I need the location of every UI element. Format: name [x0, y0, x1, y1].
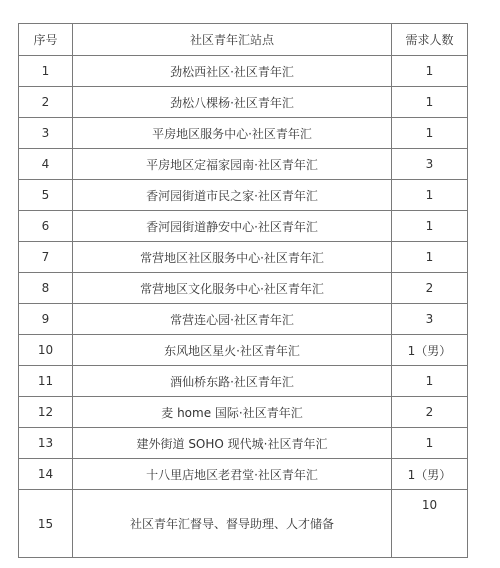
cell-station: 平房地区服务中心·社区青年汇 — [73, 118, 392, 149]
cell-station: 常营连心园·社区青年汇 — [73, 304, 392, 335]
cell-station: 劲松西社区·社区青年汇 — [73, 56, 392, 87]
table-row — [19, 366, 468, 397]
table-header-row — [19, 24, 468, 56]
cell-demand: 1 — [392, 56, 468, 87]
table-row — [19, 149, 468, 180]
cell-index: 7 — [19, 242, 73, 273]
cell-station: 社区青年汇督导、督导助理、人才储备 — [73, 490, 392, 558]
cell-index: 10 — [19, 335, 73, 366]
cell-station: 麦 home 国际·社区青年汇 — [73, 397, 392, 428]
cell-demand: 1 — [392, 87, 468, 118]
cell-index: 13 — [19, 428, 73, 459]
cell-station: 常营地区社区服务中心·社区青年汇 — [73, 242, 392, 273]
table-row — [19, 490, 468, 558]
cell-index: 9 — [19, 304, 73, 335]
table-row — [19, 180, 468, 211]
cell-demand: 3 — [392, 304, 468, 335]
header-demand: 需求人数 — [392, 24, 468, 56]
cell-station: 劲松八棵杨·社区青年汇 — [73, 87, 392, 118]
cell-demand: 1（男） — [392, 459, 468, 490]
cell-station: 常营地区文化服务中心·社区青年汇 — [73, 273, 392, 304]
cell-demand: 1 — [392, 211, 468, 242]
cell-index: 1 — [19, 56, 73, 87]
table-row — [19, 304, 468, 335]
cell-index: 5 — [19, 180, 73, 211]
cell-station: 平房地区定福家园南·社区青年汇 — [73, 149, 392, 180]
table-row — [19, 273, 468, 304]
table-row — [19, 335, 468, 366]
table-row — [19, 56, 468, 87]
cell-demand: 3 — [392, 149, 468, 180]
table-row — [19, 428, 468, 459]
cell-station: 香河园街道静安中心·社区青年汇 — [73, 211, 392, 242]
table-row — [19, 397, 468, 428]
recruitment-table — [18, 23, 468, 558]
table-row — [19, 242, 468, 273]
cell-demand: 1 — [392, 118, 468, 149]
table-row — [19, 87, 468, 118]
cell-station: 香河园街道市民之家·社区青年汇 — [73, 180, 392, 211]
cell-demand: 1 — [392, 366, 468, 397]
cell-demand: 1 — [392, 428, 468, 459]
cell-index: 15 — [19, 490, 73, 558]
table-row — [19, 118, 468, 149]
header-station: 社区青年汇站点 — [73, 24, 392, 56]
cell-demand: 2 — [392, 397, 468, 428]
cell-index: 11 — [19, 366, 73, 397]
header-index: 序号 — [19, 24, 73, 56]
cell-index: 14 — [19, 459, 73, 490]
cell-index: 3 — [19, 118, 73, 149]
cell-station: 十八里店地区老君堂·社区青年汇 — [73, 459, 392, 490]
cell-index: 12 — [19, 397, 73, 428]
cell-index: 8 — [19, 273, 73, 304]
cell-demand: 10 — [392, 490, 468, 558]
cell-index: 6 — [19, 211, 73, 242]
cell-demand: 1 — [392, 180, 468, 211]
cell-index: 2 — [19, 87, 73, 118]
cell-station: 东风地区星火·社区青年汇 — [73, 335, 392, 366]
cell-demand: 2 — [392, 273, 468, 304]
cell-demand: 1 — [392, 242, 468, 273]
cell-station: 建外街道 SOHO 现代城·社区青年汇 — [73, 428, 392, 459]
cell-demand: 1（男） — [392, 335, 468, 366]
table-row — [19, 459, 468, 490]
cell-index: 4 — [19, 149, 73, 180]
table-row — [19, 211, 468, 242]
cell-station: 酒仙桥东路·社区青年汇 — [73, 366, 392, 397]
